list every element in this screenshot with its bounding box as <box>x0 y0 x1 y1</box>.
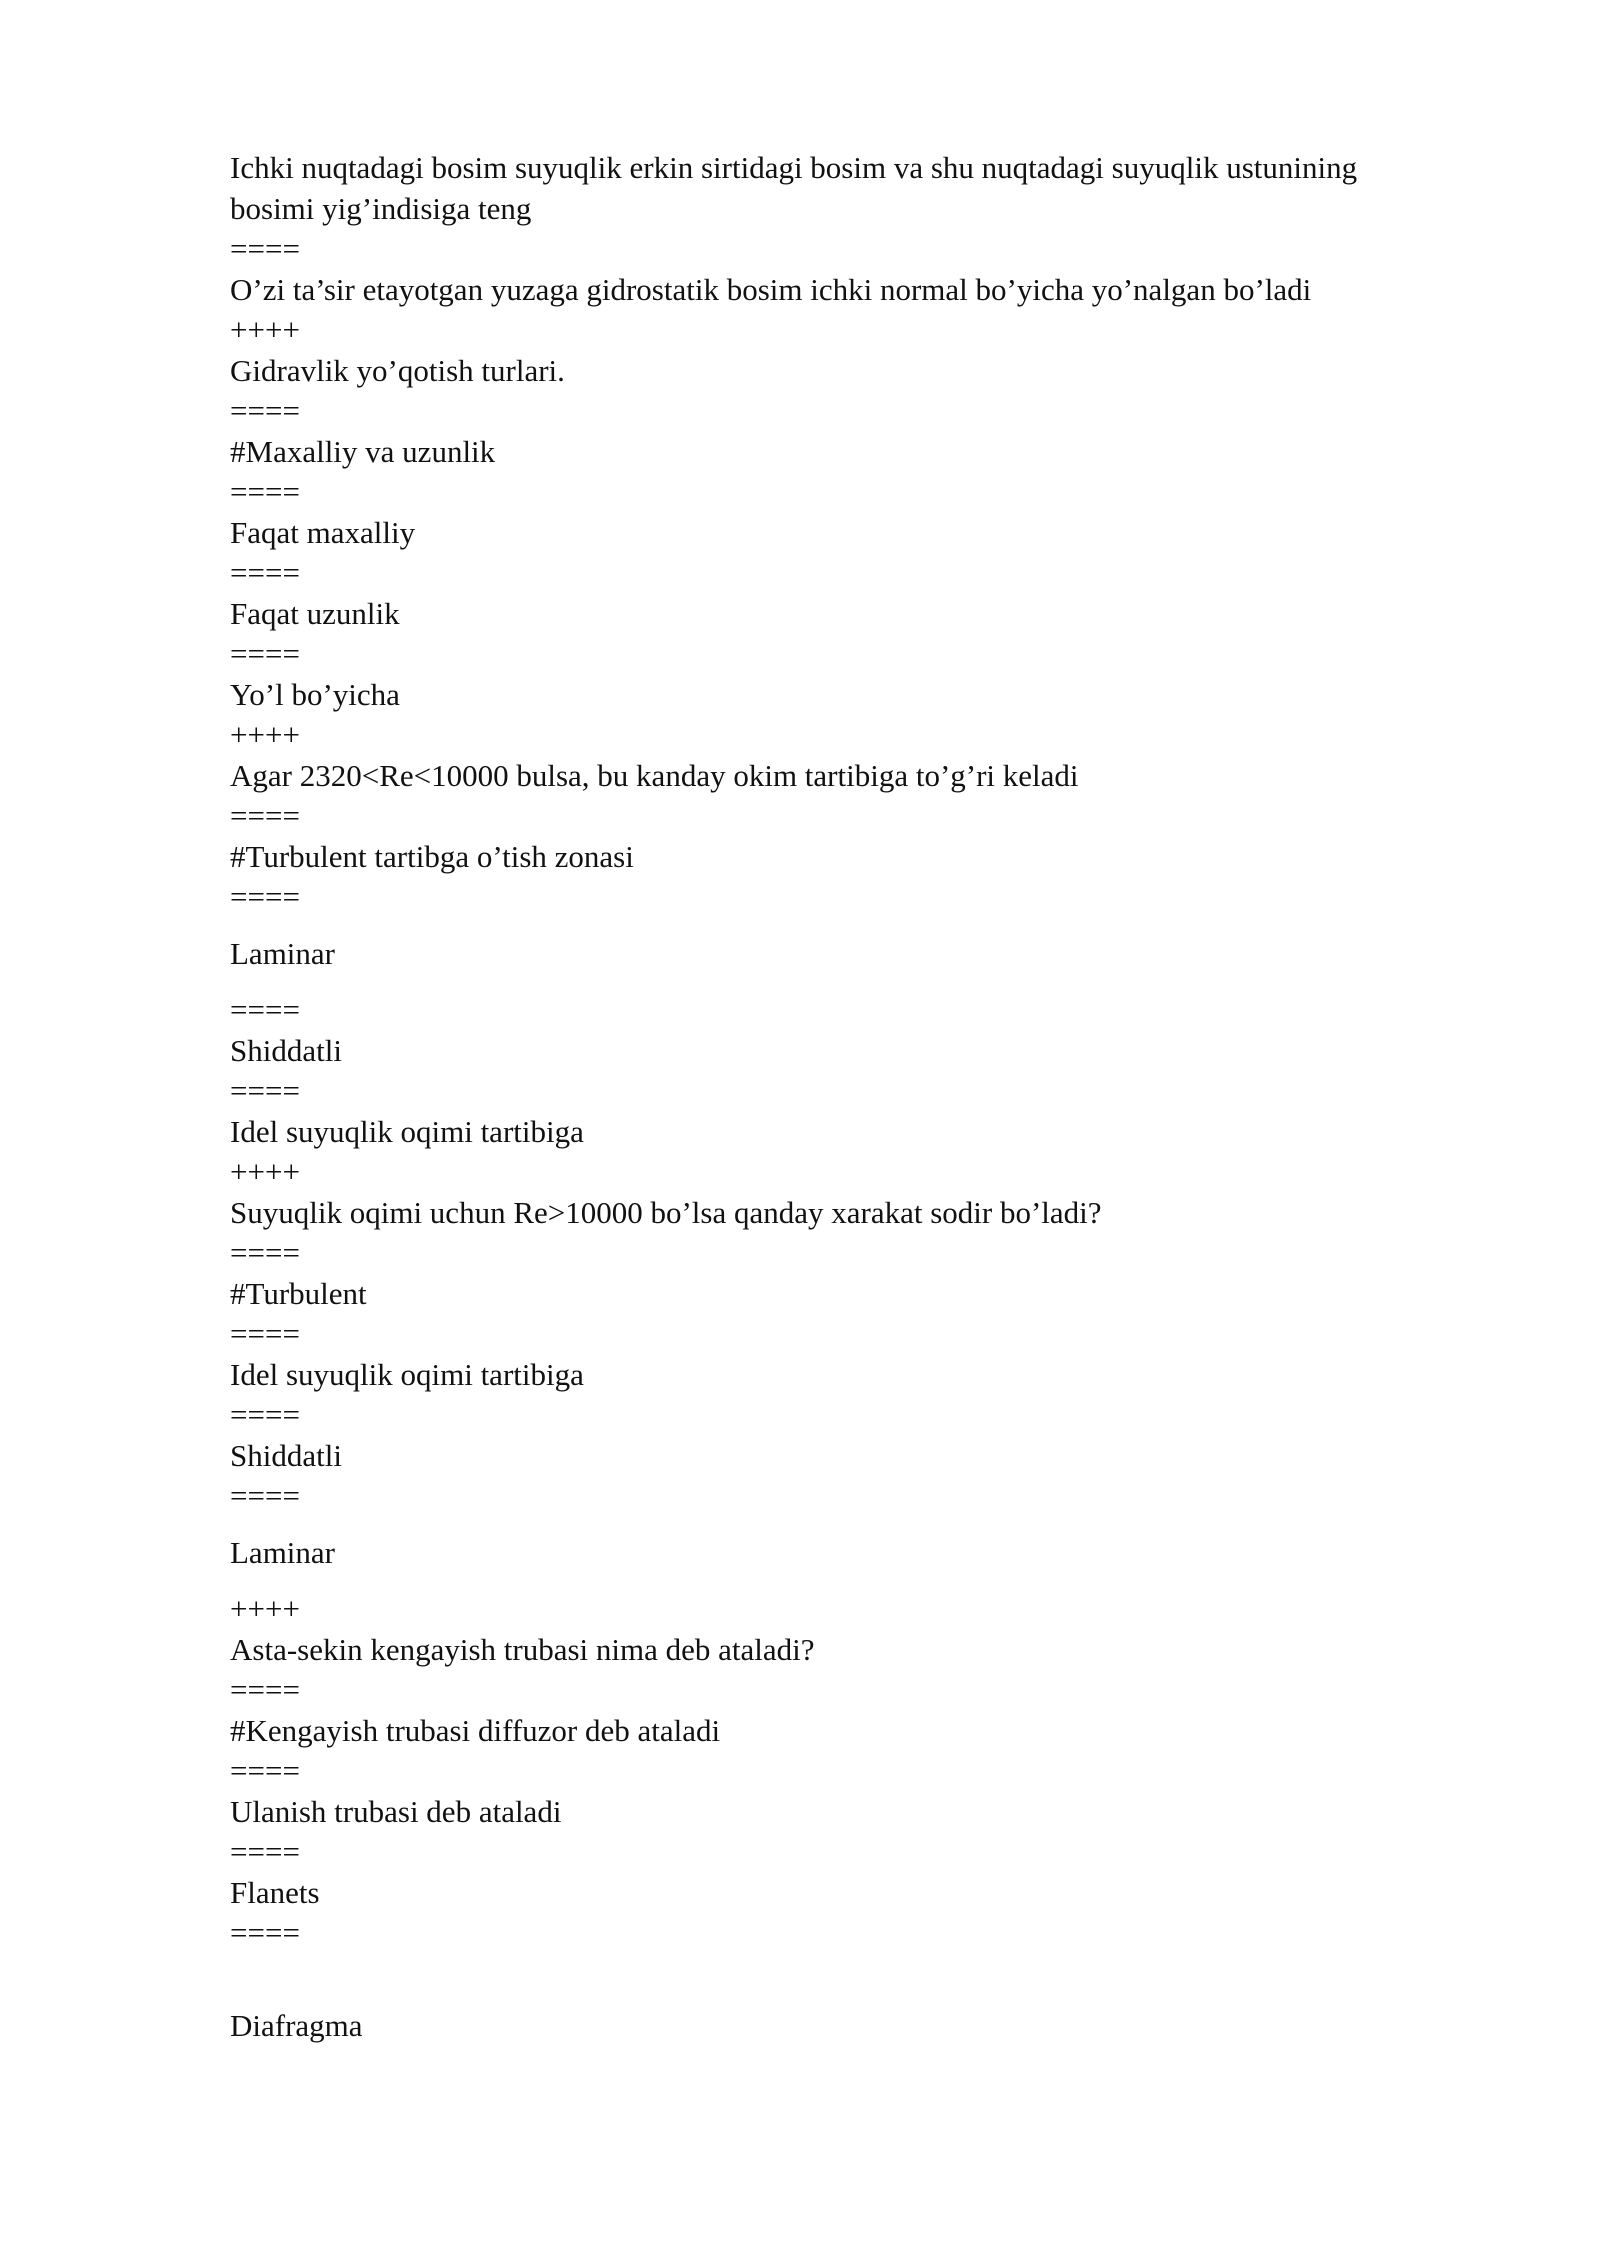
separator-answer: ==== <box>230 1915 300 1950</box>
question-text: Gidravlik yo’qotish turlari. <box>230 352 565 388</box>
separator-answer: ==== <box>230 231 300 266</box>
separator-answer: ==== <box>230 1834 300 1869</box>
answer-text: Yo’l bo’yicha <box>230 676 400 712</box>
separator-answer: ==== <box>230 1753 300 1788</box>
answer-text: Idel suyuqlik oqimi tartibiga <box>230 1113 584 1149</box>
separator-answer: ==== <box>230 879 300 914</box>
document-page <box>230 148 1420 2046</box>
separator-answer: ==== <box>230 1672 300 1707</box>
answer-text: Diafragma <box>230 2007 363 2043</box>
separator-question: ++++ <box>230 1591 300 1626</box>
separator-question: ++++ <box>230 312 300 347</box>
answer-text: Idel suyuqlik oqimi tartibiga <box>230 1356 584 1392</box>
separator-answer: ==== <box>230 1397 300 1432</box>
separator-answer: ==== <box>230 555 300 590</box>
answer-text: Faqat maxalliy <box>230 514 416 550</box>
answer-text: O’zi ta’sir etayotgan yuzaga gidrostatik bosim ichki normal bo’yicha yo’nalgan bo’ladi <box>230 271 1312 307</box>
separator-answer: ==== <box>230 798 300 833</box>
answer-text: Flanets <box>230 1874 320 1910</box>
question-text: Suyuqlik oqimi uchun Re>10000 bo’lsa qanday xarakat sodir bo’ladi? <box>230 1194 1102 1230</box>
answer-text: Shiddatli <box>230 1032 342 1068</box>
question-text: Ichki nuqtadagi bosim suyuqlik erkin sirtidagi bosim va shu nuqtadagi suyuqlik ustunining bosimi yig’indisiga teng <box>230 150 1365 226</box>
separator-answer: ==== <box>230 1073 300 1108</box>
separator-question: ++++ <box>230 1154 300 1189</box>
answer-text: Faqat uzunlik <box>230 595 400 631</box>
answer-text: Laminar <box>230 1534 336 1570</box>
separator-question: ++++ <box>230 717 300 752</box>
answer-text-correct: #Turbulent tartibga o’tish zonasi <box>230 838 634 874</box>
separator-answer: ==== <box>230 636 300 671</box>
separator-answer: ==== <box>230 1316 300 1351</box>
answer-text-correct: #Maxalliy va uzunlik <box>230 433 496 469</box>
answer-text: Laminar <box>230 935 336 971</box>
question-text: Asta-sekin kengayish trubasi nima deb ataladi? <box>230 1631 815 1667</box>
separator-answer: ==== <box>230 474 300 509</box>
question-text: Agar 2320<Re<10000 bulsa, bu kanday okim tartibiga to’g’ri keladi <box>230 757 1079 793</box>
separator-answer: ==== <box>230 1478 300 1513</box>
separator-answer: ==== <box>230 1235 300 1270</box>
answer-text-correct: #Kengayish trubasi diffuzor deb ataladi <box>230 1712 721 1748</box>
answer-text: Shiddatli <box>230 1437 342 1473</box>
separator-answer: ==== <box>230 393 300 428</box>
separator-answer: ==== <box>230 992 300 1027</box>
answer-text-correct: #Turbulent <box>230 1275 367 1311</box>
answer-text: Ulanish trubasi deb ataladi <box>230 1793 562 1829</box>
